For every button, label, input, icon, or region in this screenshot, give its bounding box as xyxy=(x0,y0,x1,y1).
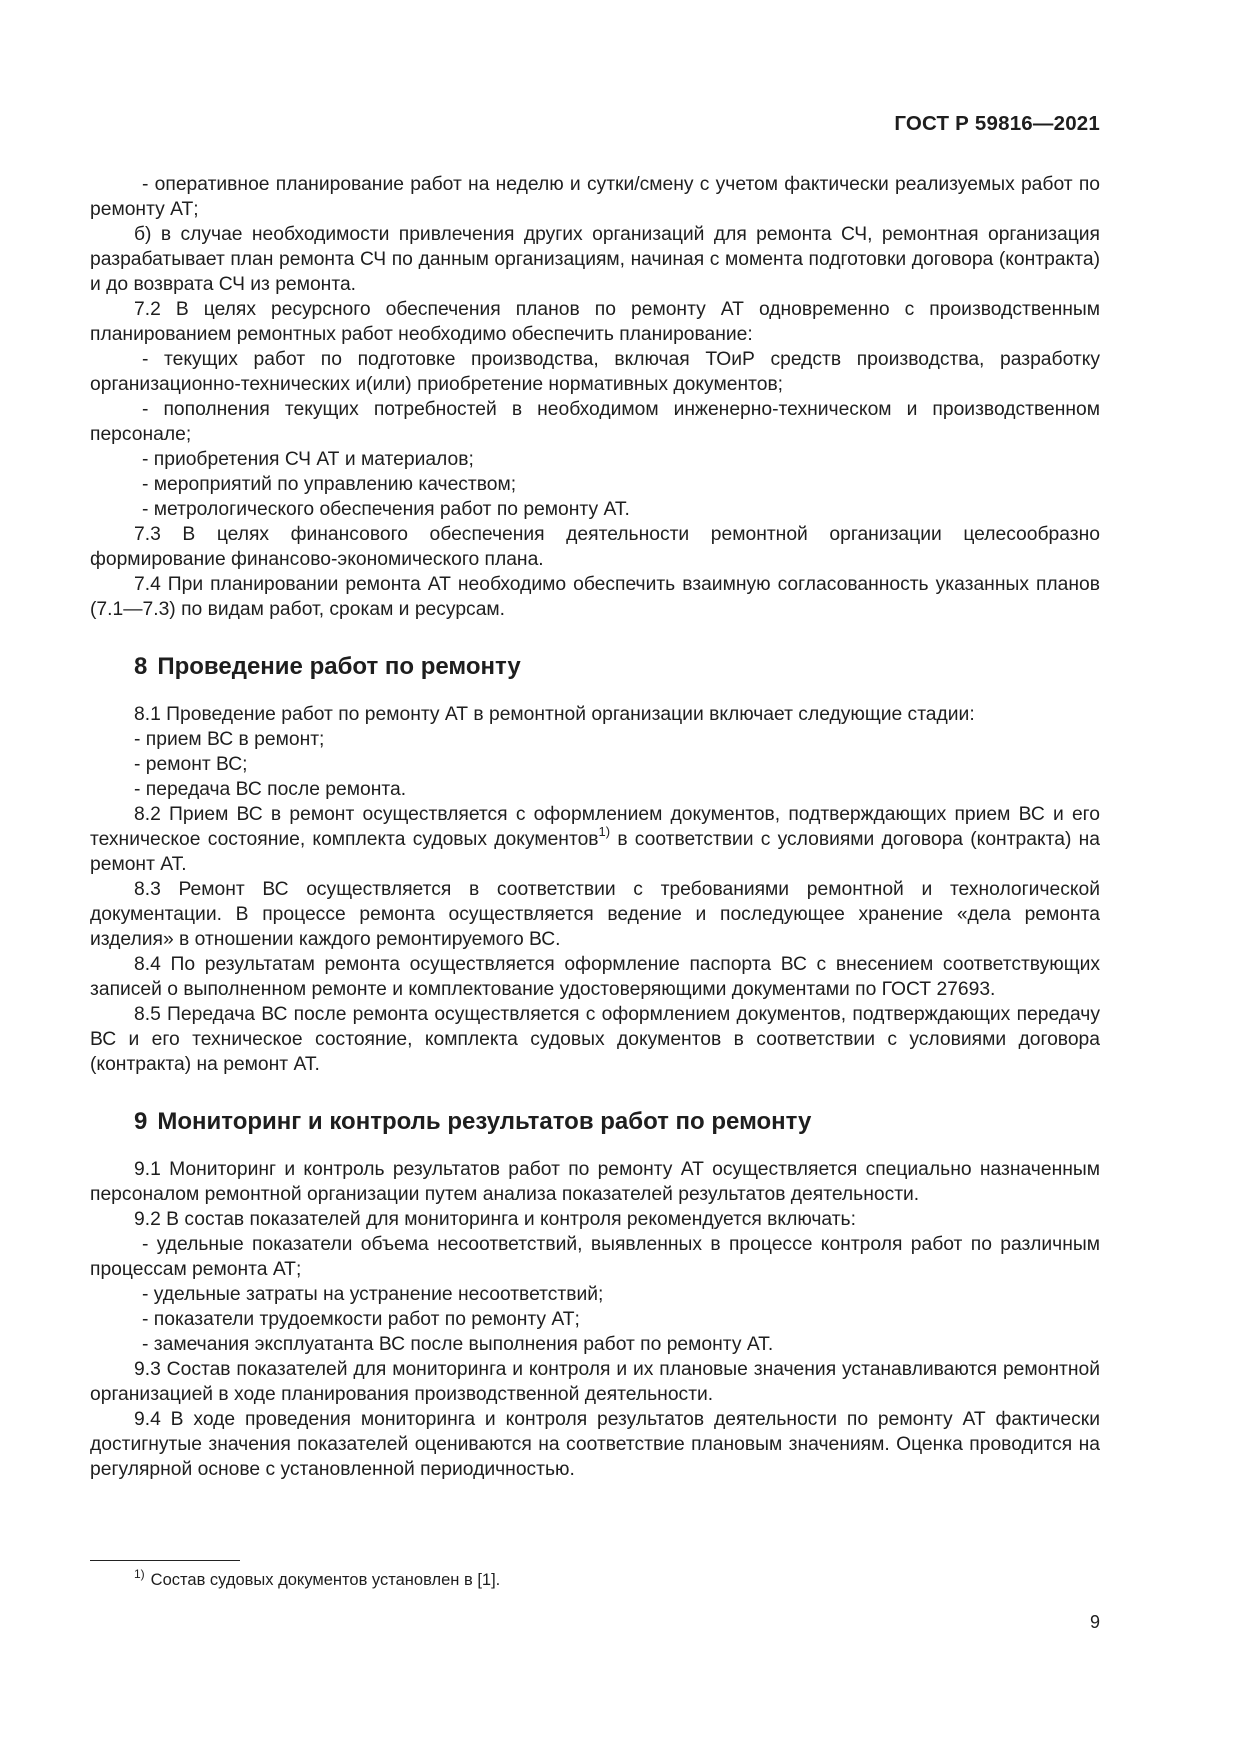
list-item: - метрологического обеспечения работ по ремонту АТ. xyxy=(142,499,630,520)
paragraph: б) в случае необходимости привлечения других организаций для ремонта СЧ, ремонтная организация разрабатывает план ремонта СЧ по данным организациям, начиная с момента подготовки договора (контракта) и до возврата СЧ из ремонта. xyxy=(90,224,1100,295)
page-body xyxy=(90,172,1100,1482)
paragraph: 7.4 При планировании ремонта АТ необходимо обеспечить взаимную согласованность указанных планов (7.1—7.3) по видам работ, срокам и ресурсам. xyxy=(90,574,1100,620)
section-number: 8 xyxy=(134,653,148,680)
document-designation: ГОСТ Р 59816—2021 xyxy=(894,112,1100,135)
paragraph: 9.1 Мониторинг и контроль результатов работ по ремонту АТ осуществляется специально назначенным персоналом ремонтной организации путем анализа показателей результатов деятельности. xyxy=(90,1159,1100,1205)
list-item: - текущих работ по подготовке производства, включая ТОиР средств производства, разработку организационно-технических и(или) приобретение нормативных документов; xyxy=(90,349,1100,395)
list-item: - замечания эксплуатанта ВС после выполнения работ по ремонту АТ. xyxy=(142,1334,774,1355)
paragraph: 8.4 По результатам ремонта осуществляется оформление паспорта ВС с внесением соответствующих записей о выполненном ремонте и комплектование удостоверяющими документами по ГОСТ 27693. xyxy=(90,954,1100,1000)
paragraph-text: 8.2 Прием ВС в ремонт осуществляется с оформлением документов, подтверждающих прием ВС и его техническое состояние, комплекта судовых документов xyxy=(90,804,1100,850)
footnote-reference: 1) xyxy=(598,823,611,839)
paragraph: 7.2 В целях ресурсного обеспечения планов по ремонту АТ одновременно с производственным планированием ремонтных работ необходимо обеспечить планирование: xyxy=(90,299,1100,345)
section-title: Проведение работ по ремонту xyxy=(157,653,521,680)
footnote xyxy=(134,1566,501,1591)
list-item: - прием ВС в ремонт; xyxy=(134,729,325,750)
list-item: - удельные затраты на устранение несоответствий; xyxy=(142,1284,604,1305)
section-8-heading xyxy=(134,652,1100,682)
paragraph xyxy=(90,802,1100,877)
paragraph: - оперативное планирование работ на неделю и сутки/смену с учетом фактически реализуемых работ по ремонту АТ; xyxy=(90,174,1100,220)
list-item: - пополнения текущих потребностей в необходимом инженерно-техническом и производственном персонале; xyxy=(90,399,1100,445)
paragraph: 9.3 Состав показателей для мониторинга и контроля и их плановые значения устанавливаются ремонтной организацией в ходе планирования производственной деятельности. xyxy=(90,1359,1100,1405)
list-item: - мероприятий по управлению качеством; xyxy=(142,474,517,495)
list-item: - ремонт ВС; xyxy=(134,754,248,775)
paragraph: 7.3 В целях финансового обеспечения деятельности ремонтной организации целесообразно формирование финансово-экономического плана. xyxy=(90,524,1100,570)
list-item: - удельные показатели объема несоответствий, выявленных в процессе контроля работ по различным процессам ремонта АТ; xyxy=(90,1234,1100,1280)
section-9-heading xyxy=(134,1107,1100,1137)
section-title: Мониторинг и контроль результатов работ по ремонту xyxy=(157,1108,812,1135)
list-item: - передача ВС после ремонта. xyxy=(134,779,407,800)
page-number: 9 xyxy=(1089,1612,1100,1632)
paragraph: 8.1 Проведение работ по ремонту АТ в ремонтной организации включает следующие стадии: xyxy=(134,704,975,725)
section-number: 9 xyxy=(134,1108,148,1135)
paragraph: 9.2 В состав показателей для мониторинга и контроля рекомендуется включать: xyxy=(134,1209,856,1230)
paragraph: 8.3 Ремонт ВС осуществляется в соответствии с требованиями ремонтной и технологической документации. В процессе ремонта осуществляется ведение и последующее хранение «дела ремонта изделия» в отношении каждого ремонтируемого ВС. xyxy=(90,879,1100,950)
list-item: - приобретения СЧ АТ и материалов; xyxy=(142,449,474,470)
paragraph-text: в соответствии с условиями договора (контракта) на ремонт АТ. xyxy=(90,829,1100,875)
paragraph: 8.5 Передача ВС после ремонта осуществляется с оформлением документов, подтверждающих передачу ВС и его техническое состояние, комплекта судовых документов в соответствии с условиями договора (контракта) на ремонт АТ. xyxy=(90,1004,1100,1075)
paragraph: 9.4 В ходе проведения мониторинга и контроля результатов деятельности по ремонту АТ фактически достигнутые значения показателей оцениваются на соответствие плановым значениям. Оценка проводится на регулярной основе с установленной периодичностью. xyxy=(90,1409,1100,1480)
list-item: - показатели трудоемкости работ по ремонту АТ; xyxy=(142,1309,580,1330)
footnote-mark: 1) xyxy=(134,1566,145,1581)
footnote-divider xyxy=(90,1560,240,1561)
footnote-text: Состав судовых документов установлен в [1]. xyxy=(150,1571,501,1589)
